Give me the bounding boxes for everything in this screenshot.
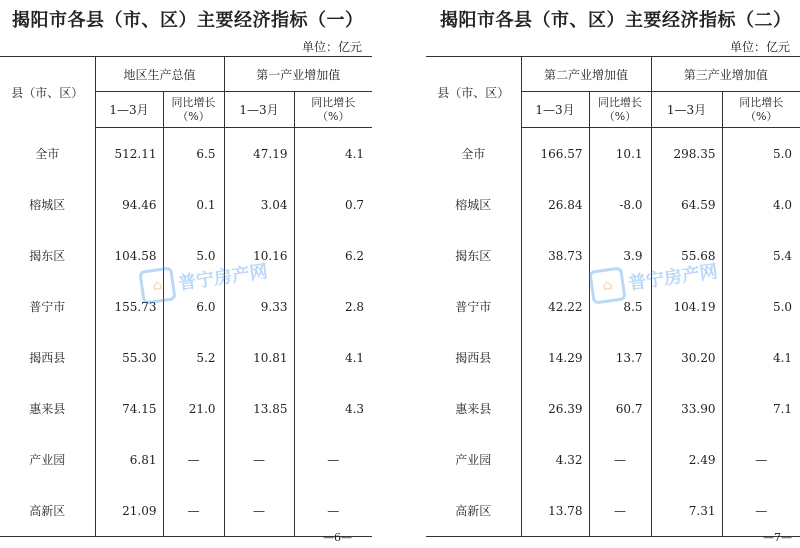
cell-value: 10.81 bbox=[224, 332, 294, 383]
cell-value: 13.78 bbox=[521, 485, 589, 537]
column-header-period: 1—3月 bbox=[224, 92, 294, 128]
row-label: 揭西县 bbox=[426, 332, 521, 383]
cell-value: 33.90 bbox=[651, 383, 722, 434]
cell-value: 14.29 bbox=[521, 332, 589, 383]
cell-value: 55.30 bbox=[95, 332, 163, 383]
cell-growth: 4.0 bbox=[772, 197, 793, 212]
table-row bbox=[0, 128, 372, 180]
cell-growth: 6.0 bbox=[163, 281, 224, 332]
cell-value: 9.33 bbox=[224, 281, 294, 332]
table-row bbox=[426, 383, 800, 434]
row-label: 惠来县 bbox=[0, 383, 95, 434]
cell-growth: — bbox=[589, 434, 651, 485]
cell-growth: 4.1 bbox=[344, 350, 365, 365]
row-label: 普宁市 bbox=[426, 281, 521, 332]
row-label: 榕城区 bbox=[0, 179, 95, 230]
cell-value: 512.11 bbox=[95, 128, 163, 180]
cell-growth: 5.0 bbox=[772, 299, 793, 314]
cell-growth: 2.8 bbox=[344, 299, 365, 314]
watermark-text: 普宁房产网 bbox=[177, 261, 270, 295]
cell-growth: — bbox=[327, 452, 340, 467]
unit-label: 单位：亿元 bbox=[729, 40, 790, 54]
page-gutter bbox=[372, 0, 426, 548]
row-label: 产业园 bbox=[426, 434, 521, 485]
cell-growth: 3.9 bbox=[589, 230, 651, 281]
cell-growth: 5.4 bbox=[772, 248, 793, 263]
house-logo-icon: ⌂ bbox=[588, 266, 626, 304]
cell-growth: — bbox=[327, 503, 340, 518]
row-label: 揭西县 bbox=[0, 332, 95, 383]
cell-growth: 7.1 bbox=[772, 401, 793, 416]
table-row bbox=[0, 434, 372, 485]
page-number: —6— bbox=[323, 531, 352, 544]
cell-value: 104.58 bbox=[95, 230, 163, 281]
cell-growth: 13.7 bbox=[589, 332, 651, 383]
cell-value: 7.31 bbox=[651, 485, 722, 537]
cell-growth: 0.1 bbox=[163, 179, 224, 230]
row-label: 产业园 bbox=[0, 434, 95, 485]
row-label: 高新区 bbox=[0, 485, 95, 537]
cell-growth: — bbox=[755, 503, 768, 518]
cell-value: 21.09 bbox=[95, 485, 163, 537]
column-group-header: 第三产业增加值 bbox=[651, 57, 800, 92]
cell-growth: 5.0 bbox=[772, 146, 793, 161]
cell-growth: 4.1 bbox=[344, 146, 365, 161]
row-label: 榕城区 bbox=[426, 179, 521, 230]
cell-growth: 6.2 bbox=[344, 248, 365, 263]
unit-label: 单位：亿元 bbox=[301, 40, 362, 54]
cell-value: 6.81 bbox=[95, 434, 163, 485]
cell-value: 26.84 bbox=[521, 179, 589, 230]
cell-value: — bbox=[224, 485, 294, 537]
row-label: 全市 bbox=[426, 128, 521, 180]
page-number: —7— bbox=[763, 531, 792, 544]
house-logo-icon: ⌂ bbox=[138, 266, 176, 304]
table-row bbox=[0, 179, 372, 230]
cell-value: 38.73 bbox=[521, 230, 589, 281]
table-row bbox=[426, 434, 800, 485]
column-header-growth: 同比增长 （%） bbox=[163, 92, 224, 128]
row-label: 高新区 bbox=[426, 485, 521, 537]
cell-value: 2.49 bbox=[651, 434, 722, 485]
cell-value: — bbox=[224, 434, 294, 485]
cell-value: 298.35 bbox=[651, 128, 722, 180]
cell-growth: 10.1 bbox=[589, 128, 651, 180]
row-label: 全市 bbox=[0, 128, 95, 180]
column-group-header: 地区生产总值 bbox=[95, 57, 224, 92]
cell-value: 64.59 bbox=[651, 179, 722, 230]
column-header-growth: 同比增长 （%） bbox=[294, 92, 372, 128]
cell-value: 94.46 bbox=[95, 179, 163, 230]
page-title: 揭阳市各县（市、区）主要经济指标（二） bbox=[440, 10, 792, 31]
column-header-period: 1—3月 bbox=[521, 92, 589, 128]
cell-growth: 6.5 bbox=[163, 128, 224, 180]
table-row bbox=[0, 485, 372, 537]
cell-value: 3.04 bbox=[224, 179, 294, 230]
cell-value: 4.32 bbox=[521, 434, 589, 485]
cell-value: 30.20 bbox=[651, 332, 722, 383]
cell-value: 47.19 bbox=[224, 128, 294, 180]
cell-growth: 4.3 bbox=[344, 401, 365, 416]
cell-growth: 4.1 bbox=[772, 350, 793, 365]
table-row bbox=[0, 383, 372, 434]
column-header-period: 1—3月 bbox=[95, 92, 163, 128]
row-header: 县（市、区） bbox=[0, 57, 95, 128]
table-row bbox=[426, 128, 800, 180]
cell-value: 26.39 bbox=[521, 383, 589, 434]
cell-value: 74.15 bbox=[95, 383, 163, 434]
table-row bbox=[426, 332, 800, 383]
cell-growth: — bbox=[163, 434, 224, 485]
cell-value: 104.19 bbox=[651, 281, 722, 332]
cell-growth: 21.0 bbox=[163, 383, 224, 434]
cell-value: 55.68 bbox=[651, 230, 722, 281]
cell-value: 155.73 bbox=[95, 281, 163, 332]
cell-value: 10.16 bbox=[224, 230, 294, 281]
table-row bbox=[0, 332, 372, 383]
column-header-growth: 同比增长 （%） bbox=[589, 92, 651, 128]
cell-growth: 60.7 bbox=[589, 383, 651, 434]
cell-value: 42.22 bbox=[521, 281, 589, 332]
cell-growth: -8.0 bbox=[589, 179, 651, 230]
column-group-header: 第二产业增加值 bbox=[521, 57, 651, 92]
column-header-period: 1—3月 bbox=[651, 92, 722, 128]
row-label: 揭东区 bbox=[426, 230, 521, 281]
cell-growth: — bbox=[755, 452, 768, 467]
watermark-text: 普宁房产网 bbox=[627, 261, 720, 295]
cell-growth: — bbox=[589, 485, 651, 537]
row-label: 普宁市 bbox=[0, 281, 95, 332]
column-header-growth: 同比增长 （%） bbox=[722, 92, 800, 128]
table-row bbox=[426, 179, 800, 230]
row-label: 惠来县 bbox=[426, 383, 521, 434]
cell-value: 13.85 bbox=[224, 383, 294, 434]
cell-growth: 8.5 bbox=[589, 281, 651, 332]
cell-growth: — bbox=[163, 485, 224, 537]
table-row bbox=[426, 485, 800, 537]
column-group-header: 第一产业增加值 bbox=[224, 57, 372, 92]
cell-growth: 0.7 bbox=[344, 197, 365, 212]
cell-growth: 5.0 bbox=[163, 230, 224, 281]
row-label: 揭东区 bbox=[0, 230, 95, 281]
cell-value: 166.57 bbox=[521, 128, 589, 180]
page-title: 揭阳市各县（市、区）主要经济指标（一） bbox=[12, 10, 364, 31]
row-header: 县（市、区） bbox=[426, 57, 521, 128]
cell-growth: 5.2 bbox=[163, 332, 224, 383]
